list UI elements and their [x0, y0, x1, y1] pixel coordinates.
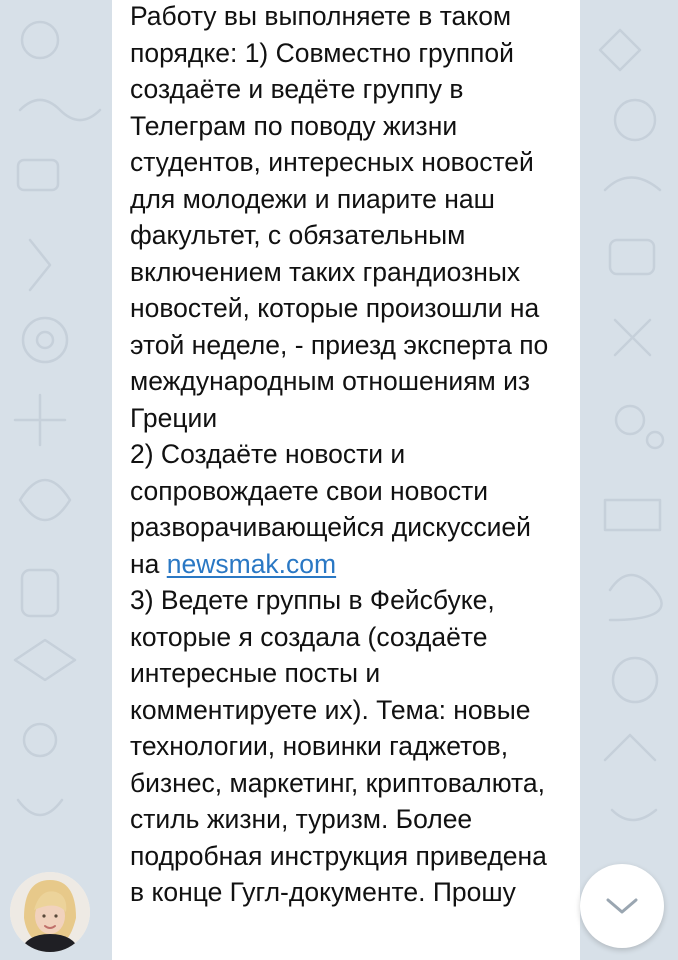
message-bubble [112, 0, 580, 960]
scroll-down-button[interactable] [580, 864, 664, 948]
chevron-down-icon [604, 895, 640, 917]
message-paragraph-2: 2) Создаёте новости и сопровождаете свои новости разворачивающейся дискуссией на [130, 439, 531, 579]
message-paragraph-3: 3) Ведете группы в Фейсбуке, которые я создала (создаёте интересные посты и комментируете их). Тема: новые технологии, новинки гаджетов, бизнес, маркетинг, криптовалюта, стиль жизни, туризм. Более подробная инструкция приведена в конце Гугл-документе. Прошу [130, 585, 547, 907]
message-paragraph-1: Работу вы выполняете в таком порядке: 1) Совместно группой создаёте и ведёте группу в Телеграм по поводу жизни студентов, интересных новостей для молодежи и пиарите наш факультет, с обязательным включением таких грандиозных новостей, которые произошли на этой неделе, - приезд эксперта по международным отношениям из Греции [130, 1, 549, 433]
avatar-photo [10, 872, 90, 952]
message-text [130, 0, 564, 911]
message-link[interactable]: newsmak.com [166, 548, 337, 579]
sender-avatar[interactable] [10, 872, 90, 952]
